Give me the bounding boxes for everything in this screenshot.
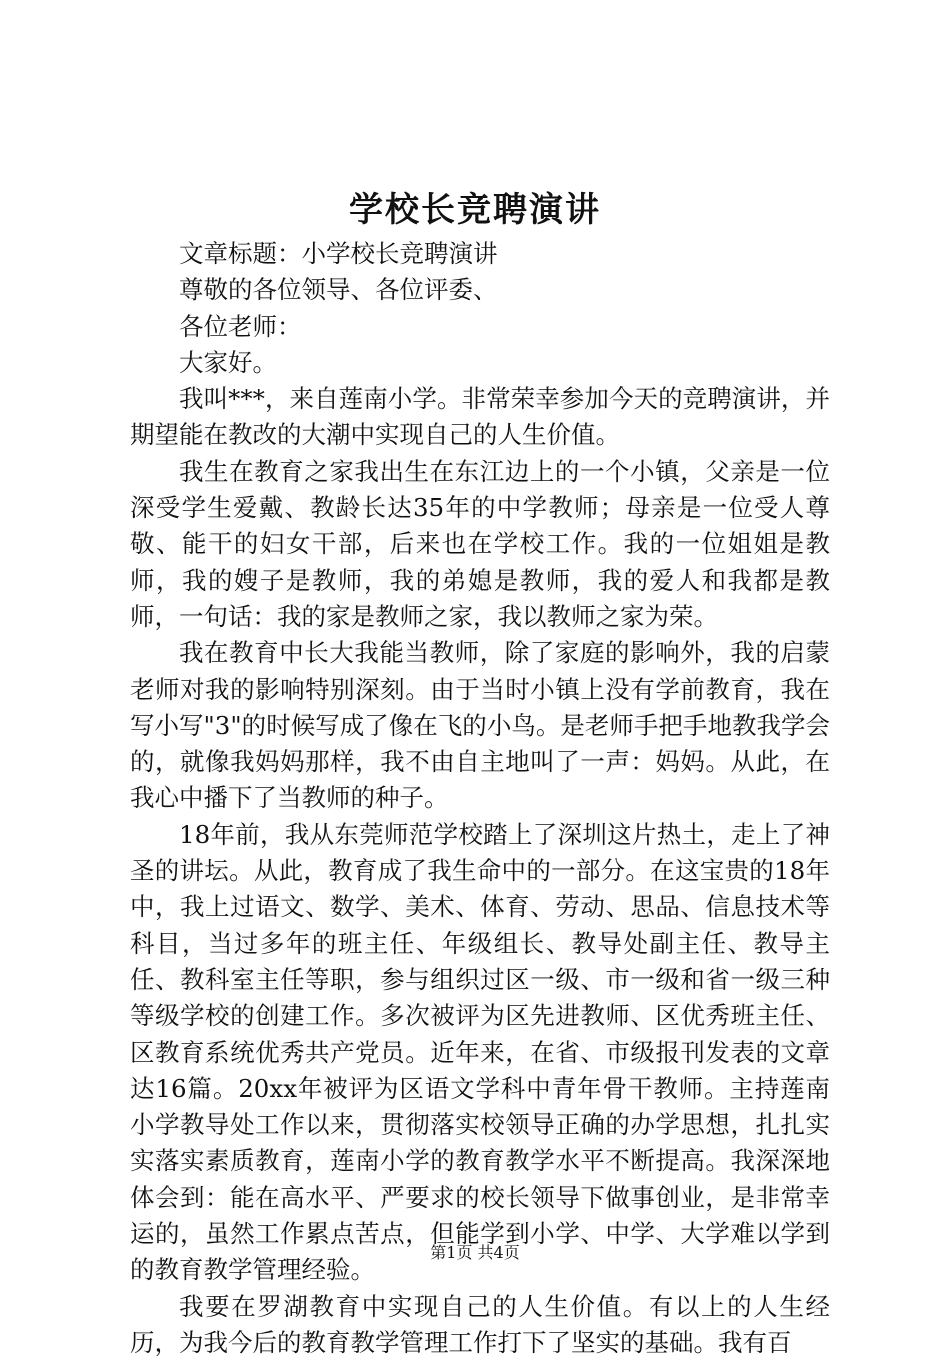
paragraph: 文章标题：小学校长竞聘演讲	[179, 239, 498, 268]
paragraph: 大家好。	[179, 347, 277, 377]
paragraph: 我生在教育之家我出生在东江边上的一个小镇，父亲是一位深受学生爱戴、教龄长达35年的中学教师；母亲是一位受人尊敬、能干的妇女干部，后来也在学校工作。我的一位姐姐是教师，我的嫂子是教师，我的弟媳是教师，我的爱人和我都是教师，一句话：我的家是教师之家，我以教师之家为荣。	[130, 456, 830, 631]
paragraph: 我在教育中长大我能当教师，除了家庭的影响外，我的启蒙老师对我的影响特别深刻。由于当时小镇上没有学前教育，我在写小写"3"的时候写成了像在飞的小鸟。是老师手把手地教我学会的，就像我妈妈那样，我不由自主地叫了一声：妈妈。从此，在我心中播下了当教师的种子。	[130, 638, 830, 813]
paragraph: 18年前，我从东莞师范学校踏上了深圳这片热土，走上了神圣的讲坛。从此，教育成了我生命中的一部分。在这宝贵的18年中，我上过语文、数学、美术、体育、劳动、思品、信息技术等科目，当过多年的班主任、年级组长、教导处副主任、教导主任、教科室主任等职，参与组织过区一级、市一级和省一级三种等级学校的创建工作。多次被评为区先进教师、区优秀班主任、区教育系统优秀共产党员。近年来，在省、市级报刊发表的文章达16篇。20xx年被评为区语文学科中青年骨干教师。主持莲南小学教导处工作以来，贯彻落实校领导正确的办学思想，扎扎实实落实素质教育，莲南小学的教育教学水平不断提高。我深深地体会到：能在高水平、严要求的校长领导下做事创业，是非常幸运的，虽然工作累点苦点，但能学到小学、中学、大学难以学到的教育教学管理经验。	[130, 819, 830, 1285]
document-title: 学校长竞聘演讲	[349, 190, 601, 230]
paragraph: 我要在罗湖教育中实现自己的人生价值。有以上的人生经历，为我今后的教育教学管理工作打下了坚实的基础。我有百	[130, 1291, 830, 1357]
paragraph: 我叫***，来自莲南小学。非常荣幸参加今天的竞聘演讲，并期望能在教改的大潮中实现自己的人生价值。	[130, 384, 830, 450]
paragraph: 各位老师：	[179, 311, 302, 341]
paragraph: 尊敬的各位领导、各位评委、	[179, 275, 498, 305]
document-body	[130, 236, 830, 1361]
page-number-footer: 第1页 共4页	[430, 1243, 520, 1262]
